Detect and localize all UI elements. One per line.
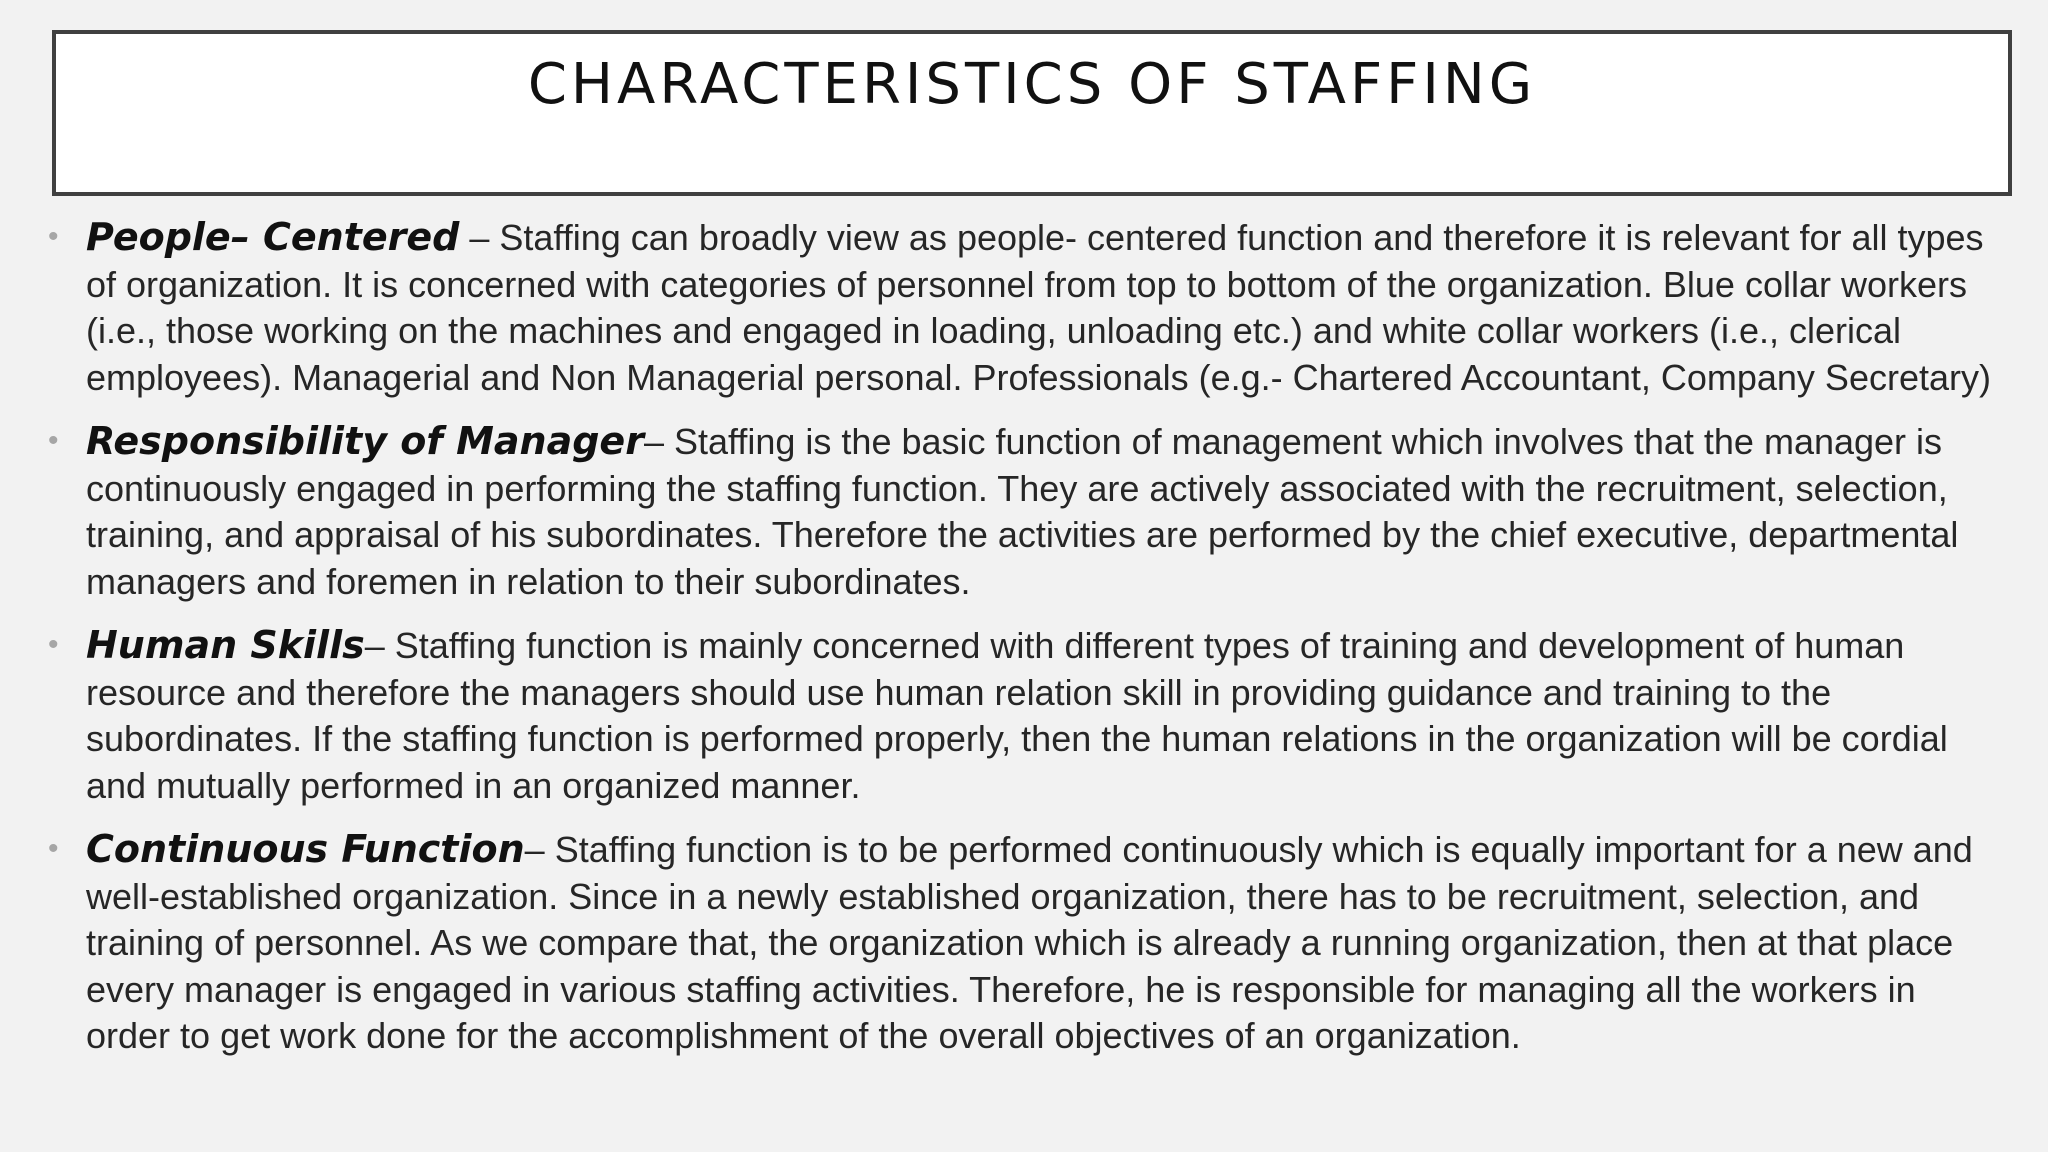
bullet-list [46,214,2006,1077]
slide-title: CHARACTERISTICS OF STAFFING [527,52,1537,117]
bullet-term: Human Skills [86,623,365,667]
bullet-text: Staffing function is to be performed continuously which is equally important for a new and well-established organization. Since in a newly established organization, there has to be recruitment, selection, and training of personnel. As we compare that, the organization which is already a running organization, then at that place every manager is engaged in various staffing activities. Therefore, he is responsible for managing all the workers in order to get work done for the accomplishment of the overall objectives of an organization. [86,829,1973,1056]
bullet-text: Staffing can broadly view as people- centered function and therefore it is relevant for all types of organization. It is concerned with categories of personnel from top to bottom of the organization. Blue collar workers (i.e., those working on the machines and engaged in loading, unloading etc.) and white collar workers (i.e., clerical employees). Managerial and Non Managerial personal. Professionals (e.g.- Chartered Accountant, Company Secretary) [86,217,1991,398]
bullet-people-centered [46,214,2006,401]
bullet-separator: – [459,217,500,258]
bullet-term: People– Centered [86,215,460,259]
bullet-human-skills [46,622,2006,809]
bullet-term: Responsibility of Manager [86,419,644,463]
bullet-separator: – [643,421,674,462]
bullet-dot-icon: • [48,628,59,661]
bullet-separator: – [524,829,555,870]
bullet-responsibility-of-manager [46,418,2006,605]
bullet-continuous-function [46,826,2006,1060]
bullet-dot-icon: • [48,832,59,865]
bullet-text: Staffing function is mainly concerned with different types of training and development of human resource and therefore the managers should use human relation skill in providing guidance and training to the subordinates. If the staffing function is performed properly, then the human relations in the organization will be cordial and mutually performed in an organized manner. [86,625,1948,806]
bullet-term: Continuous Function [86,827,525,871]
bullet-dot-icon: • [48,424,59,457]
bullet-dot-icon: • [48,220,59,253]
title-box [52,30,2012,196]
bullet-text: Staffing is the basic function of management which involves that the manager is continuously engaged in performing the staffing function. They are actively associated with the recruitment, selection, training, and appraisal of his subordinates. Therefore the activities are performed by the chief executive, departmental managers and foremen in relation to their subordinates. [86,421,1959,602]
bullet-separator: – [364,625,395,666]
